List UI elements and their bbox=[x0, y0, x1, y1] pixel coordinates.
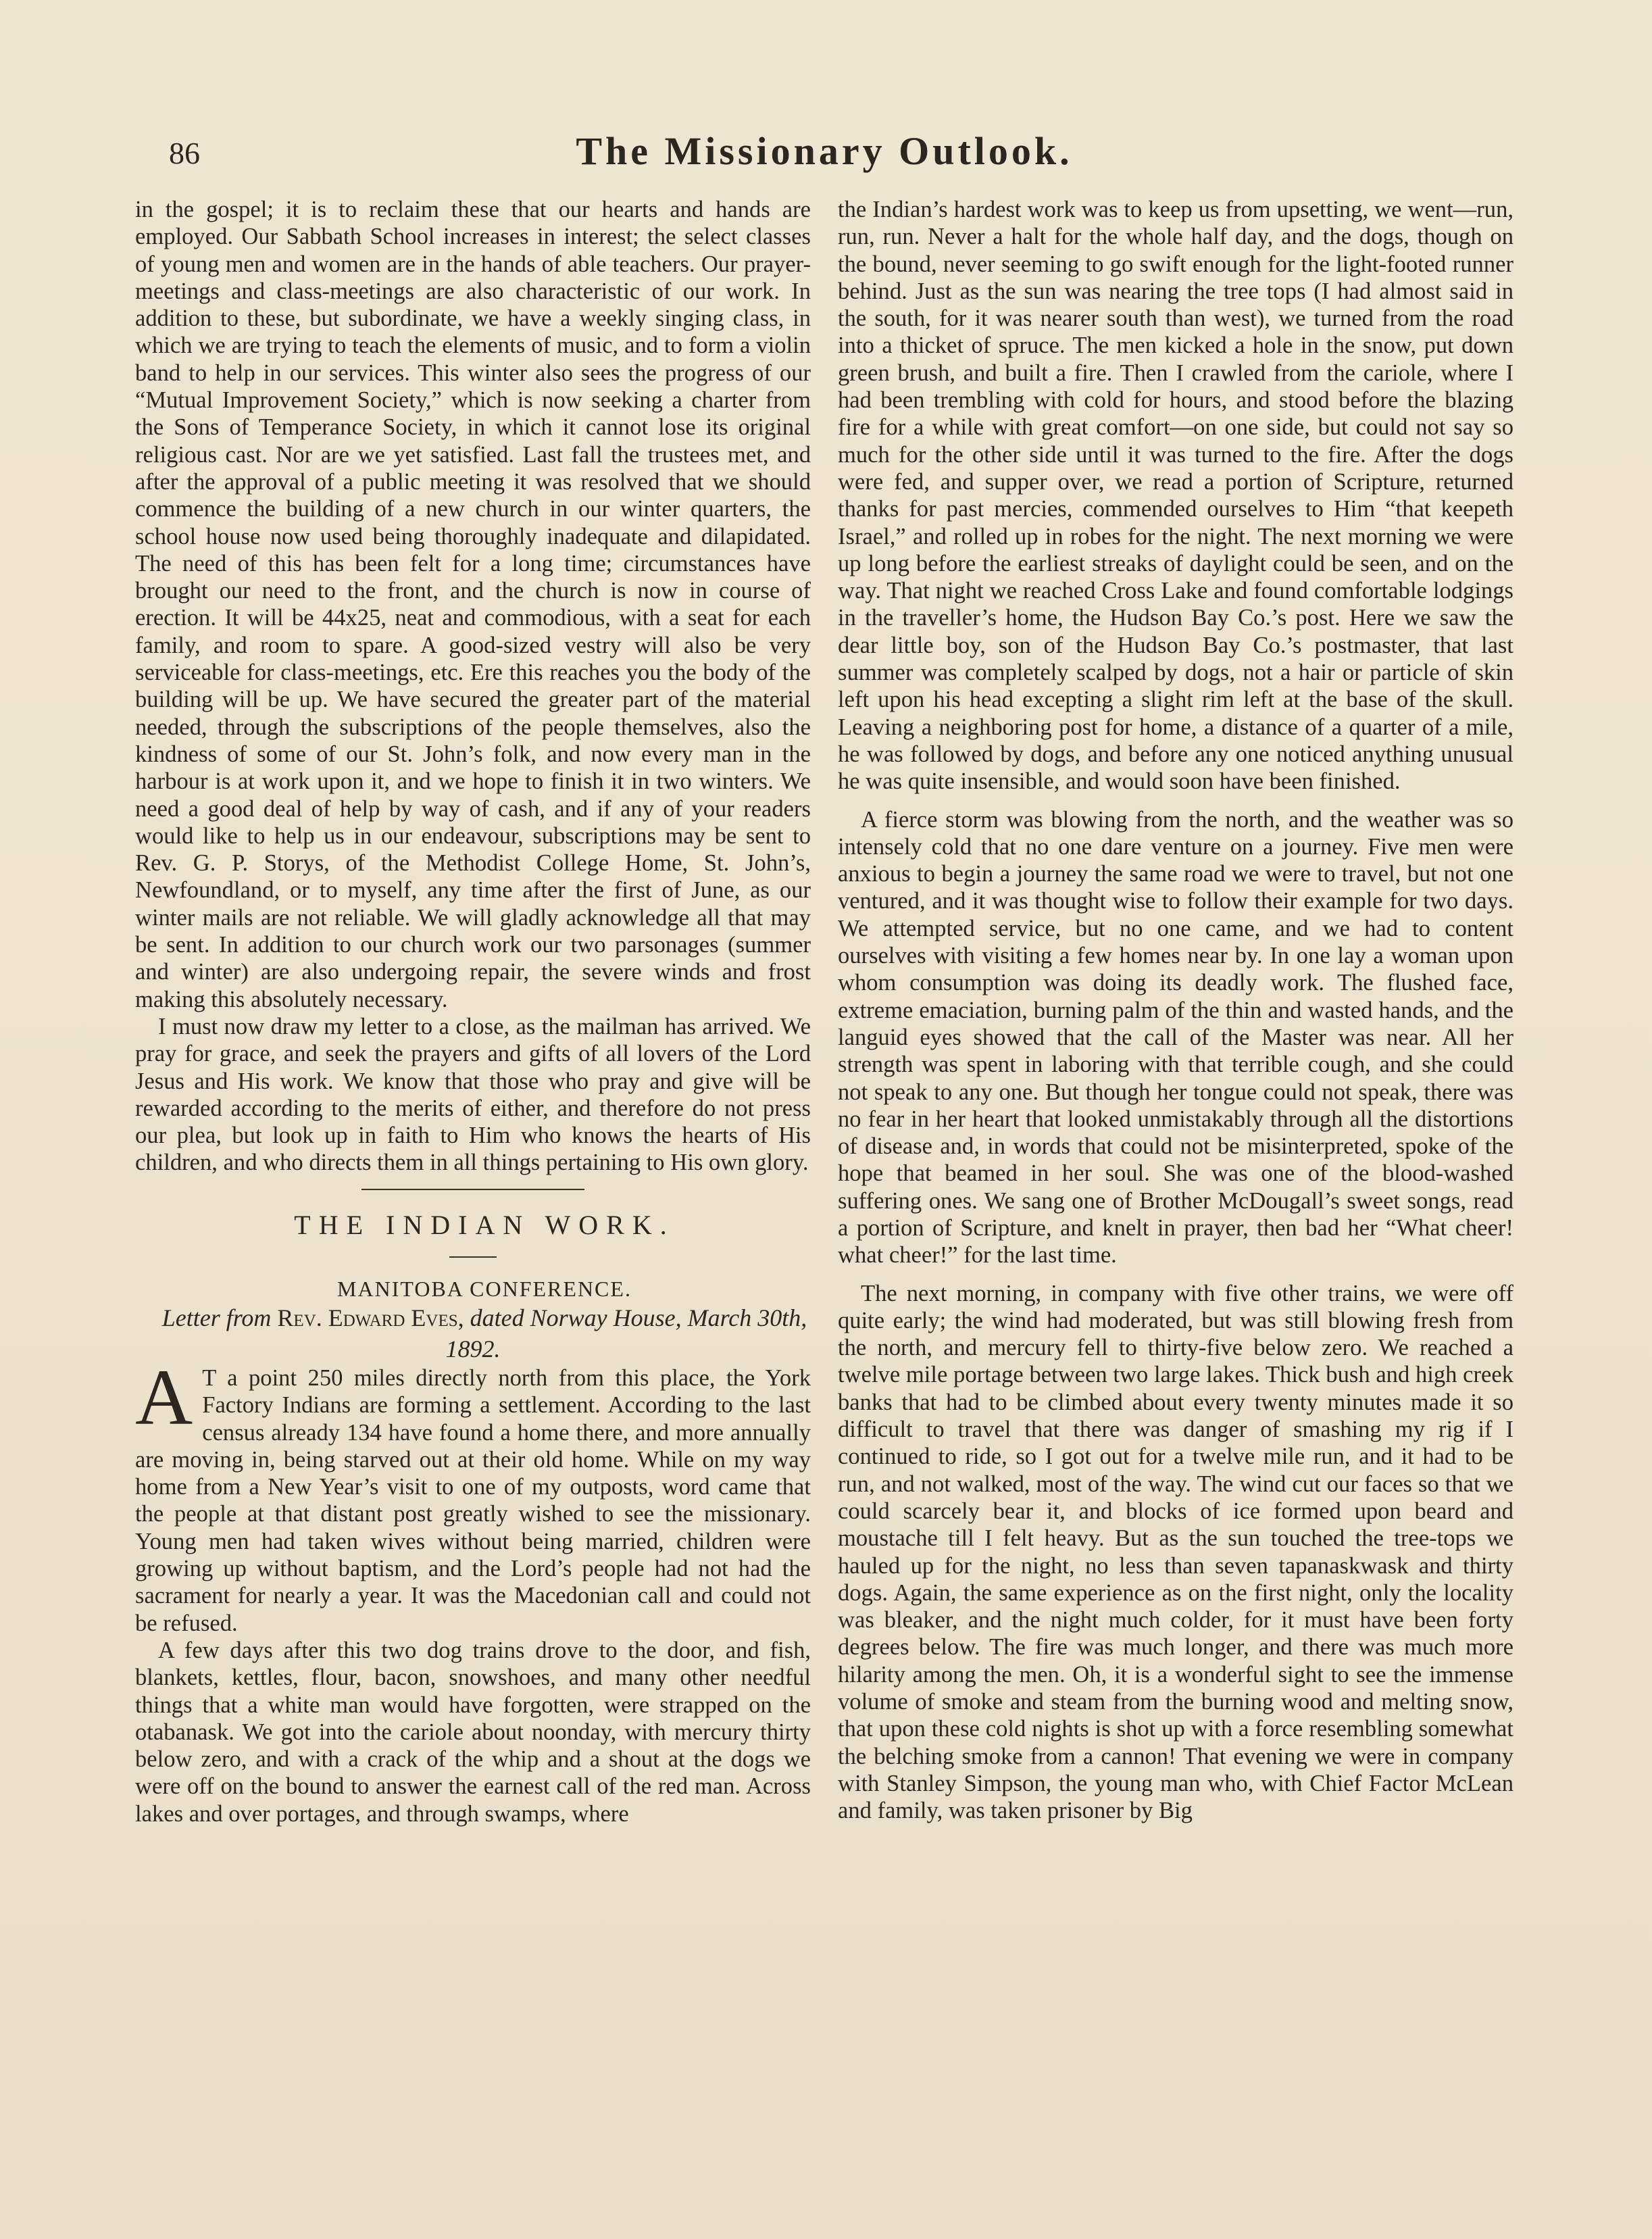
paragraph bbox=[135, 1352, 811, 1637]
paragraph: the Indian’s hardest work was to keep us from upsetting, we went—run, run, run. Never a halt for the whole half day, and the dogs, though on the bound, never seeming to go swift enough for the light-footed runner behind. Just as the sun was nearing the tree tops (I had almost said in the south, for it was nearer south than west), we turned from the road into a thicket of spruce. The men kicked a hole in the snow, put down green brush, and built a fire. Then I crawled from the cariole, where I had been trembling with cold for hours, and stood before the blazing fire for a while with great comfort—on one side, but could not say so much for the other side until it was turned to the fire. After the dogs were fed, and supper over, we read a portion of Scripture, returned thanks for past mercies, commended ourselves to Him “that keepeth Israel,” and rolled up in robes for the night. The next morning we were up long before the earliest streaks of daylight could be seen, and on the way. That night we reached Cross Lake and found comfortable lodgings in the traveller’s home, the Hudson Bay Co.’s post. Here we saw the dear little boy, son of the Hudson Bay Co.’s postmaster, that last summer was completely scalped by dogs, not a hair or particle of skin left upon his head excepting a slight rim left at the base of the skull. Leaving a neighboring post for home, a distance of a quarter of a mile, he was followed by dogs, and before any one noticed anything unusual he was quite insensible, and would soon have been finished. bbox=[838, 197, 1513, 795]
left-column bbox=[135, 196, 811, 1827]
paragraph: A few days after this two dog trains drove to the door, and fish, blankets, kettles, flour, bacon, snowshoes, and many other needful things that a white man would have forgotten, were strapped on the otabanask. We got into the cariole about noonday, with mercury thirty below zero, and with a crack of the whip and a shout at the dogs we were off on the bound to answer the earnest call of the red man. Across lakes and over portages, and through swamps, where bbox=[135, 1637, 811, 1827]
letter-byline bbox=[135, 1302, 811, 1364]
byline-author: Rev. Edward Eves, bbox=[277, 1304, 464, 1331]
section-divider bbox=[361, 1189, 584, 1190]
conference-subhead: MANITOBA CONFERENCE. bbox=[337, 1276, 632, 1301]
page-header bbox=[122, 128, 1527, 182]
paragraph: in the gospel; it is to reclaim these that our hearts and hands are employed. Our Sabbath School increases in interest; the select classes of young men and women are in the hands of able teachers. Our prayer-meetings and class-meetings are also characteristic of our work. In addition to these, but subordinate, we have a weekly singing class, in which we are trying to teach the elements of music, and to form a violin band to help in our services. This winter also sees the progress of our “Mutual Improvement Society,” which is now seeking a charter from the Sons of Temperance Society, in which it cannot lose its original religious cast. Nor are we yet satisfied. Last fall the trustees met, and after the approval of a public meeting it was resolved that we should commence the building of a new church in our winter quarters, the school house now used being thoroughly inadequate and dilapidated. The need of this has been felt for a long time; circumstances have brought our need to the front, and the church is now in course of erection. It will be 44x25, neat and commodious, with a seat for each family, and room to spare. A good-sized vestry will also be very serviceable for class-meetings, etc. Ere this reaches you the body of the building will be up. We have secured the greater part of the material needed, through the subscriptions of the people themselves, also the kindness of some of our St. John’s folk, and now every man in the harbour is at work upon it, and we hope to finish it in two winters. We need a good deal of help by way of cash, and if any of your readers would like to help us in our endeavour, subscriptions may be sent to Rev. G. P. Storys, of the Methodist College Home, St. John’s, Newfoundland, or to myself, any time after the first of June, as our winter mails are not reliable. We will gladly acknowledge all that may be sent. In addition to our church work our two parsonages (summer and winter) are also undergoing repair, the severe winds and frost making this absolutely necessary. bbox=[135, 197, 811, 1012]
paragraph: I must now draw my letter to a close, as the mailman has arrived. We pray for grace, and seek the prayers and gifts of all lovers of the Lord Jesus and His work. We know that those who pray and give will be rewarded according to the merits of either, and therefore do not press our plea, but look up in faith to Him who knows the hearts of His children, and who directs them in all things pertaining to His own glory. bbox=[135, 1013, 811, 1176]
paragraph-text: T a point 250 miles directly north from this place, the York Factory Indians are forming a settlement. According to the last census already 134 have found a home there, and more annually are moving in, being starved out at their old home. While on my way home from a New Year’s visit to one of my outposts, word came that the people at that distant post greatly wished to see the missionary. Young men had taken wives without being married, children were growing up without baptism, and the Lord’s people had not had the sacrament for nearly a year. It was the Macedonian call and could not be refused. bbox=[135, 1364, 811, 1636]
byline-dateline: dated Norway House, March 30th, 1892. bbox=[445, 1304, 807, 1362]
running-title: The Missionary Outlook. bbox=[576, 129, 1073, 173]
drop-cap: A bbox=[135, 1352, 193, 1442]
paragraph: A fierce storm was blowing from the north, and the weather was so intensely cold that no one dare venture on a journey. Five men were anxious to begin a journey the same road we were to travel, but not one ventured, and it was thought wise to follow their example for two days. We attempted service, but no one came, and we had to content ourselves with visiting a few homes near by. In one lay a woman upon whom consumption was doing its deadly work. The flushed face, extreme emaciation, burning palm of the thin and wasted hands, and the languid eyes showed that the call of the Master was near. All her strength was spent in laboring with that terrible cough, and she could not speak to any one. But though her tongue could not speak, there was no fear in her heart that looked unmistakably through all the distortions of disease and, in words that could not be misinterpreted, spoke of the hope that beamed in her soul. She was one of the blood-washed suffering ones. We sang one of Brother McDougall’s sweet songs, read a portion of Scripture, and knelt in prayer, then bad her “What cheer! what cheer!” for the last time. bbox=[838, 806, 1513, 1269]
paragraph: The next morning, in company with five other trains, we were off quite early; the wind had moderated, but was still blowing fresh from the north, and mercury fell to thirty-five below zero. We reached a twelve mile portage between two large lakes. Thick bush and high creek banks that had to be climbed about every twenty minutes made it so difficult to travel that there was danger of smashing my rig if I continued to ride, so I got out for a twelve mile run, and it had to be run, and not walked, most of the way. The wind cut our faces so that we could scarcely bear it, and blocks of ice formed upon beard and moustache till I felt heavy. But as the sun touched the tree-tops we hauled up for the night, no less than seven tapanaskwask and thirty dogs. Again, the same experience as on the first night, only the locality was bleaker, and the night much colder, for it must have been forty degrees below. The fire was much longer, and there was much more hilarity among the men. Oh, it is a wonderful sight to see the immense volume of smoke and steam from the burning wood and melting snow, that upon these cold nights is shot up with a force resembling somewhat the belching smoke from a cannon! That evening we were in company with Stanley Simpson, the young man who, with Chief Factor McLean and family, was taken prisoner by Big bbox=[838, 1280, 1513, 1824]
byline-prefix: Letter from bbox=[161, 1304, 272, 1331]
page-number: 86 bbox=[169, 136, 200, 170]
right-column bbox=[838, 196, 1513, 1825]
section-divider bbox=[449, 1256, 497, 1258]
section-title: THE INDIAN WORK. bbox=[294, 1209, 675, 1240]
